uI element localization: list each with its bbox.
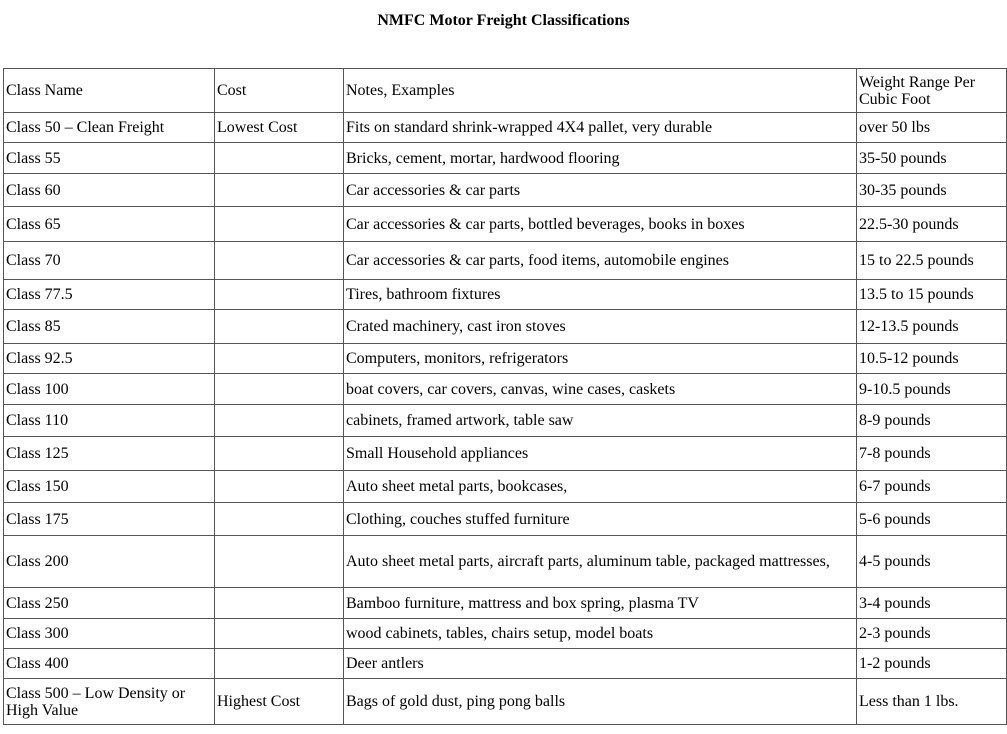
cell-notes: Small Household appliances [344, 437, 857, 471]
cell-notes: boat covers, car covers, canvas, wine cases, caskets [344, 374, 857, 405]
cell-class-name: Class 60 [4, 174, 215, 207]
freight-class-table [3, 68, 1007, 725]
cell-notes: cabinets, framed artwork, table saw [344, 405, 857, 437]
table-row [4, 536, 1007, 588]
cell-cost [215, 471, 344, 503]
cell-weight: 5-6 pounds [857, 503, 1007, 536]
cell-cost: Lowest Cost [215, 113, 344, 143]
header-notes: Notes, Examples [344, 69, 857, 113]
cell-cost [215, 280, 344, 310]
cell-notes: Fits on standard shrink-wrapped 4X4 pallet, very durable [344, 113, 857, 143]
cell-weight: 3-4 pounds [857, 588, 1007, 619]
cell-notes: Auto sheet metal parts, bookcases, [344, 471, 857, 503]
cell-cost: Highest Cost [215, 679, 344, 725]
cell-class-name: Class 500 – Low Density or High Value [4, 679, 215, 725]
cell-weight: 2-3 pounds [857, 619, 1007, 649]
header-class-name: Class Name [4, 69, 215, 113]
cell-class-name: Class 250 [4, 588, 215, 619]
cell-notes: Deer antlers [344, 649, 857, 679]
cell-cost [215, 619, 344, 649]
cell-weight: 13.5 to 15 pounds [857, 280, 1007, 310]
table-row [4, 143, 1007, 174]
cell-notes: Clothing, couches stuffed furniture [344, 503, 857, 536]
cell-class-name: Class 92.5 [4, 344, 215, 374]
table-row [4, 649, 1007, 679]
cell-notes: Bamboo furniture, mattress and box spring, plasma TV [344, 588, 857, 619]
cell-notes: Car accessories & car parts, bottled beverages, books in boxes [344, 207, 857, 242]
cell-class-name: Class 70 [4, 242, 215, 280]
cell-weight: 12-13.5 pounds [857, 310, 1007, 344]
cell-cost [215, 174, 344, 207]
cell-cost [215, 588, 344, 619]
table-row [4, 679, 1007, 725]
cell-cost [215, 405, 344, 437]
cell-notes: Auto sheet metal parts, aircraft parts, aluminum table, packaged mattresses, [344, 536, 857, 588]
table-row [4, 280, 1007, 310]
cell-notes: Crated machinery, cast iron stoves [344, 310, 857, 344]
cell-weight: 9-10.5 pounds [857, 374, 1007, 405]
cell-class-name: Class 150 [4, 471, 215, 503]
cell-weight: 6-7 pounds [857, 471, 1007, 503]
cell-notes: Bricks, cement, mortar, hardwood flooring [344, 143, 857, 174]
cell-weight: 22.5-30 pounds [857, 207, 1007, 242]
cell-cost [215, 207, 344, 242]
table-row [4, 437, 1007, 471]
cell-weight: 7-8 pounds [857, 437, 1007, 471]
table-row [4, 374, 1007, 405]
cell-weight: 15 to 22.5 pounds [857, 242, 1007, 280]
cell-cost [215, 374, 344, 405]
cell-notes: Car accessories & car parts [344, 174, 857, 207]
cell-weight: Less than 1 lbs. [857, 679, 1007, 725]
header-cost: Cost [215, 69, 344, 113]
cell-notes: Tires, bathroom fixtures [344, 280, 857, 310]
cell-notes: Car accessories & car parts, food items, automobile engines [344, 242, 857, 280]
cell-class-name: Class 400 [4, 649, 215, 679]
table-row [4, 503, 1007, 536]
cell-notes: wood cabinets, tables, chairs setup, model boats [344, 619, 857, 649]
cell-class-name: Class 50 – Clean Freight [4, 113, 215, 143]
page-title: NMFC Motor Freight Classifications [377, 12, 630, 29]
cell-class-name: Class 100 [4, 374, 215, 405]
cell-cost [215, 649, 344, 679]
table-row [4, 113, 1007, 143]
table-row [4, 207, 1007, 242]
cell-cost [215, 344, 344, 374]
cell-notes: Bags of gold dust, ping pong balls [344, 679, 857, 725]
cell-class-name: Class 85 [4, 310, 215, 344]
cell-class-name: Class 65 [4, 207, 215, 242]
cell-weight: 8-9 pounds [857, 405, 1007, 437]
cell-class-name: Class 125 [4, 437, 215, 471]
table-row [4, 242, 1007, 280]
cell-weight: 4-5 pounds [857, 536, 1007, 588]
cell-weight: over 50 lbs [857, 113, 1007, 143]
cell-class-name: Class 300 [4, 619, 215, 649]
cell-cost [215, 143, 344, 174]
cell-cost [215, 437, 344, 471]
table-row [4, 405, 1007, 437]
cell-weight: 1-2 pounds [857, 649, 1007, 679]
header-weight-range: Weight Range Per Cubic Foot [857, 69, 1007, 113]
table-row [4, 619, 1007, 649]
cell-cost [215, 503, 344, 536]
cell-weight: 10.5-12 pounds [857, 344, 1007, 374]
cell-cost [215, 242, 344, 280]
cell-cost [215, 536, 344, 588]
table-row [4, 174, 1007, 207]
cell-class-name: Class 77.5 [4, 280, 215, 310]
cell-notes: Computers, monitors, refrigerators [344, 344, 857, 374]
cell-class-name: Class 110 [4, 405, 215, 437]
cell-weight: 35-50 pounds [857, 143, 1007, 174]
cell-class-name: Class 55 [4, 143, 215, 174]
cell-cost [215, 310, 344, 344]
cell-class-name: Class 175 [4, 503, 215, 536]
table-row [4, 588, 1007, 619]
table-row [4, 310, 1007, 344]
cell-weight: 30-35 pounds [857, 174, 1007, 207]
table-header-row [4, 69, 1007, 113]
cell-class-name: Class 200 [4, 536, 215, 588]
table-row [4, 471, 1007, 503]
table-row [4, 344, 1007, 374]
